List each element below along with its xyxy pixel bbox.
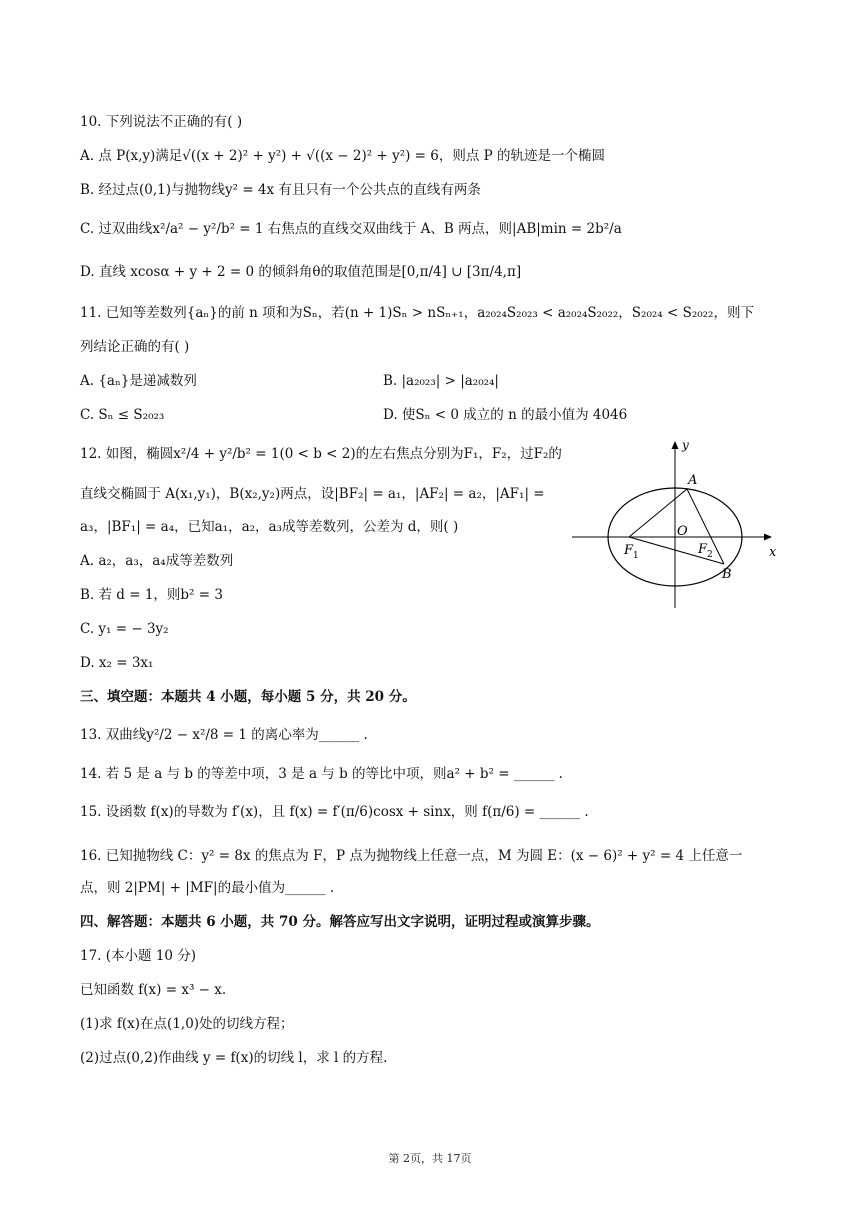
q16-line1: 16. 已知抛物线 C：y² = 8x 的焦点为 F，P 点为抛物线上任意一点，M 为圆 E：(x − 6)² + y² = 4 上任意一 xyxy=(80,848,743,864)
q10-option-a: A. 点 P(x,y)满足√((x + 2)² + y²) + √((x − 2)² + y²) = 6，则点 P 的轨迹是一个椭圆 xyxy=(80,148,606,164)
q11-option-a: A. {aₙ}是递减数列 xyxy=(80,373,197,389)
q17-given: 已知函数 f(x) = x³ − x. xyxy=(80,982,227,998)
y-axis-arrow xyxy=(672,441,679,449)
q10-option-c: C. 过双曲线x²/a² − y²/b² = 1 右焦点的直线交双曲线于 A、B 两点，则|AB|min = 2b²/a xyxy=(80,221,622,237)
q12-stem-line2: 直线交椭圆于 A(x₁,y₁)，B(x₂,y₂)两点，设|BF₂| = a₁，|AF₂| = a₂，|AF₁| = xyxy=(80,486,545,502)
label-a: A xyxy=(688,473,698,488)
q15: 15. 设函数 f(x)的导数为 f′(x)，且 f(x) = f′(π/6)cosx + sinx，则 f(π/6) = ______ . xyxy=(80,804,589,820)
q12-option-a: A. a₂，a₃，a₄成等差数列 xyxy=(80,553,234,569)
q11-option-c: C. Sₙ ≤ S₂₀₂₃ xyxy=(80,407,165,423)
label-o: O xyxy=(677,524,688,539)
q12-option-b: B. 若 d = 1，则b² = 3 xyxy=(80,587,223,603)
q16-line2: 点，则 2|PM| + |MF|的最小值为______ . xyxy=(80,880,335,896)
label-f2-sub: 2 xyxy=(707,550,713,560)
q10-option-b: B. 经过点(0,1)与抛物线y² = 4x 有且只有一个公共点的直线有两条 xyxy=(80,182,481,198)
label-y: y xyxy=(682,438,689,452)
q17-part2: (2)过点(0,2)作曲线 y = f(x)的切线 l，求 l 的方程. xyxy=(80,1050,388,1066)
ellipse-figure xyxy=(572,436,782,612)
q11-stem-line1: 11. 已知等差数列{aₙ}的前 n 项和为Sₙ，若(n + 1)Sₙ > nSₙ₊₁，a₂₀₂₄S₂₀₂₃ < a₂₀₂₄S₂₀₂₂，S₂₀₂₄ < S₂₀₂₂，则下 xyxy=(80,305,754,321)
label-f1-sub: 1 xyxy=(633,551,639,561)
q17-part1: (1)求 f(x)在点(1,0)处的切线方程； xyxy=(80,1016,294,1032)
q12-stem-line3: a₃，|BF₁| = a₄，已知a₁，a₂，a₃成等差数列，公差为 d，则( ) xyxy=(80,519,459,535)
q10-stem: 10. 下列说法不正确的有( ) xyxy=(80,114,243,130)
q13: 13. 双曲线y²/2 − x²/8 = 1 的离心率为______ . xyxy=(80,727,368,743)
label-b: B xyxy=(722,567,732,582)
page-footer: 第 2页，共 17页 xyxy=(388,1152,472,1165)
q17-heading: 17. (本小题 10 分) xyxy=(80,948,197,964)
q11-option-d: D. 使Sₙ < 0 成立的 n 的最小值为 4046 xyxy=(383,407,628,423)
label-f2: F xyxy=(698,542,708,557)
label-f1: F xyxy=(624,543,634,558)
q10-option-d: D. 直线 xcosα + y + 2 = 0 的倾斜角θ的取值范围是[0,π/4] ∪ [3π/4,π] xyxy=(80,264,522,280)
q12-option-c: C. y₁ = − 3y₂ xyxy=(80,621,169,637)
q11-option-b: B. |a₂₀₂₃| > |a₂₀₂₄| xyxy=(383,373,499,389)
q14: 14. 若 5 是 a 与 b 的等差中项，3 是 a 与 b 的等比中项，则a² + b² = ______ . xyxy=(80,766,563,782)
x-axis-arrow xyxy=(764,534,772,541)
q11-stem-line2: 列结论正确的有( ) xyxy=(80,339,190,355)
q12-option-d: D. x₂ = 3x₁ xyxy=(80,655,154,671)
label-x: x xyxy=(769,545,777,560)
q12-stem-line1: 12. 如图，椭圆x²/4 + y²/b² = 1(0 < b < 2)的左右焦点分别为F₁，F₂，过F₂的 xyxy=(80,446,562,462)
section-4-heading: 四、解答题：本题共 6 小题，共 70 分。解答应写出文字说明，证明过程或演算步骤。 xyxy=(80,914,600,930)
section-3-heading: 三、填空题：本题共 4 小题，每小题 5 分，共 20 分。 xyxy=(80,689,416,705)
